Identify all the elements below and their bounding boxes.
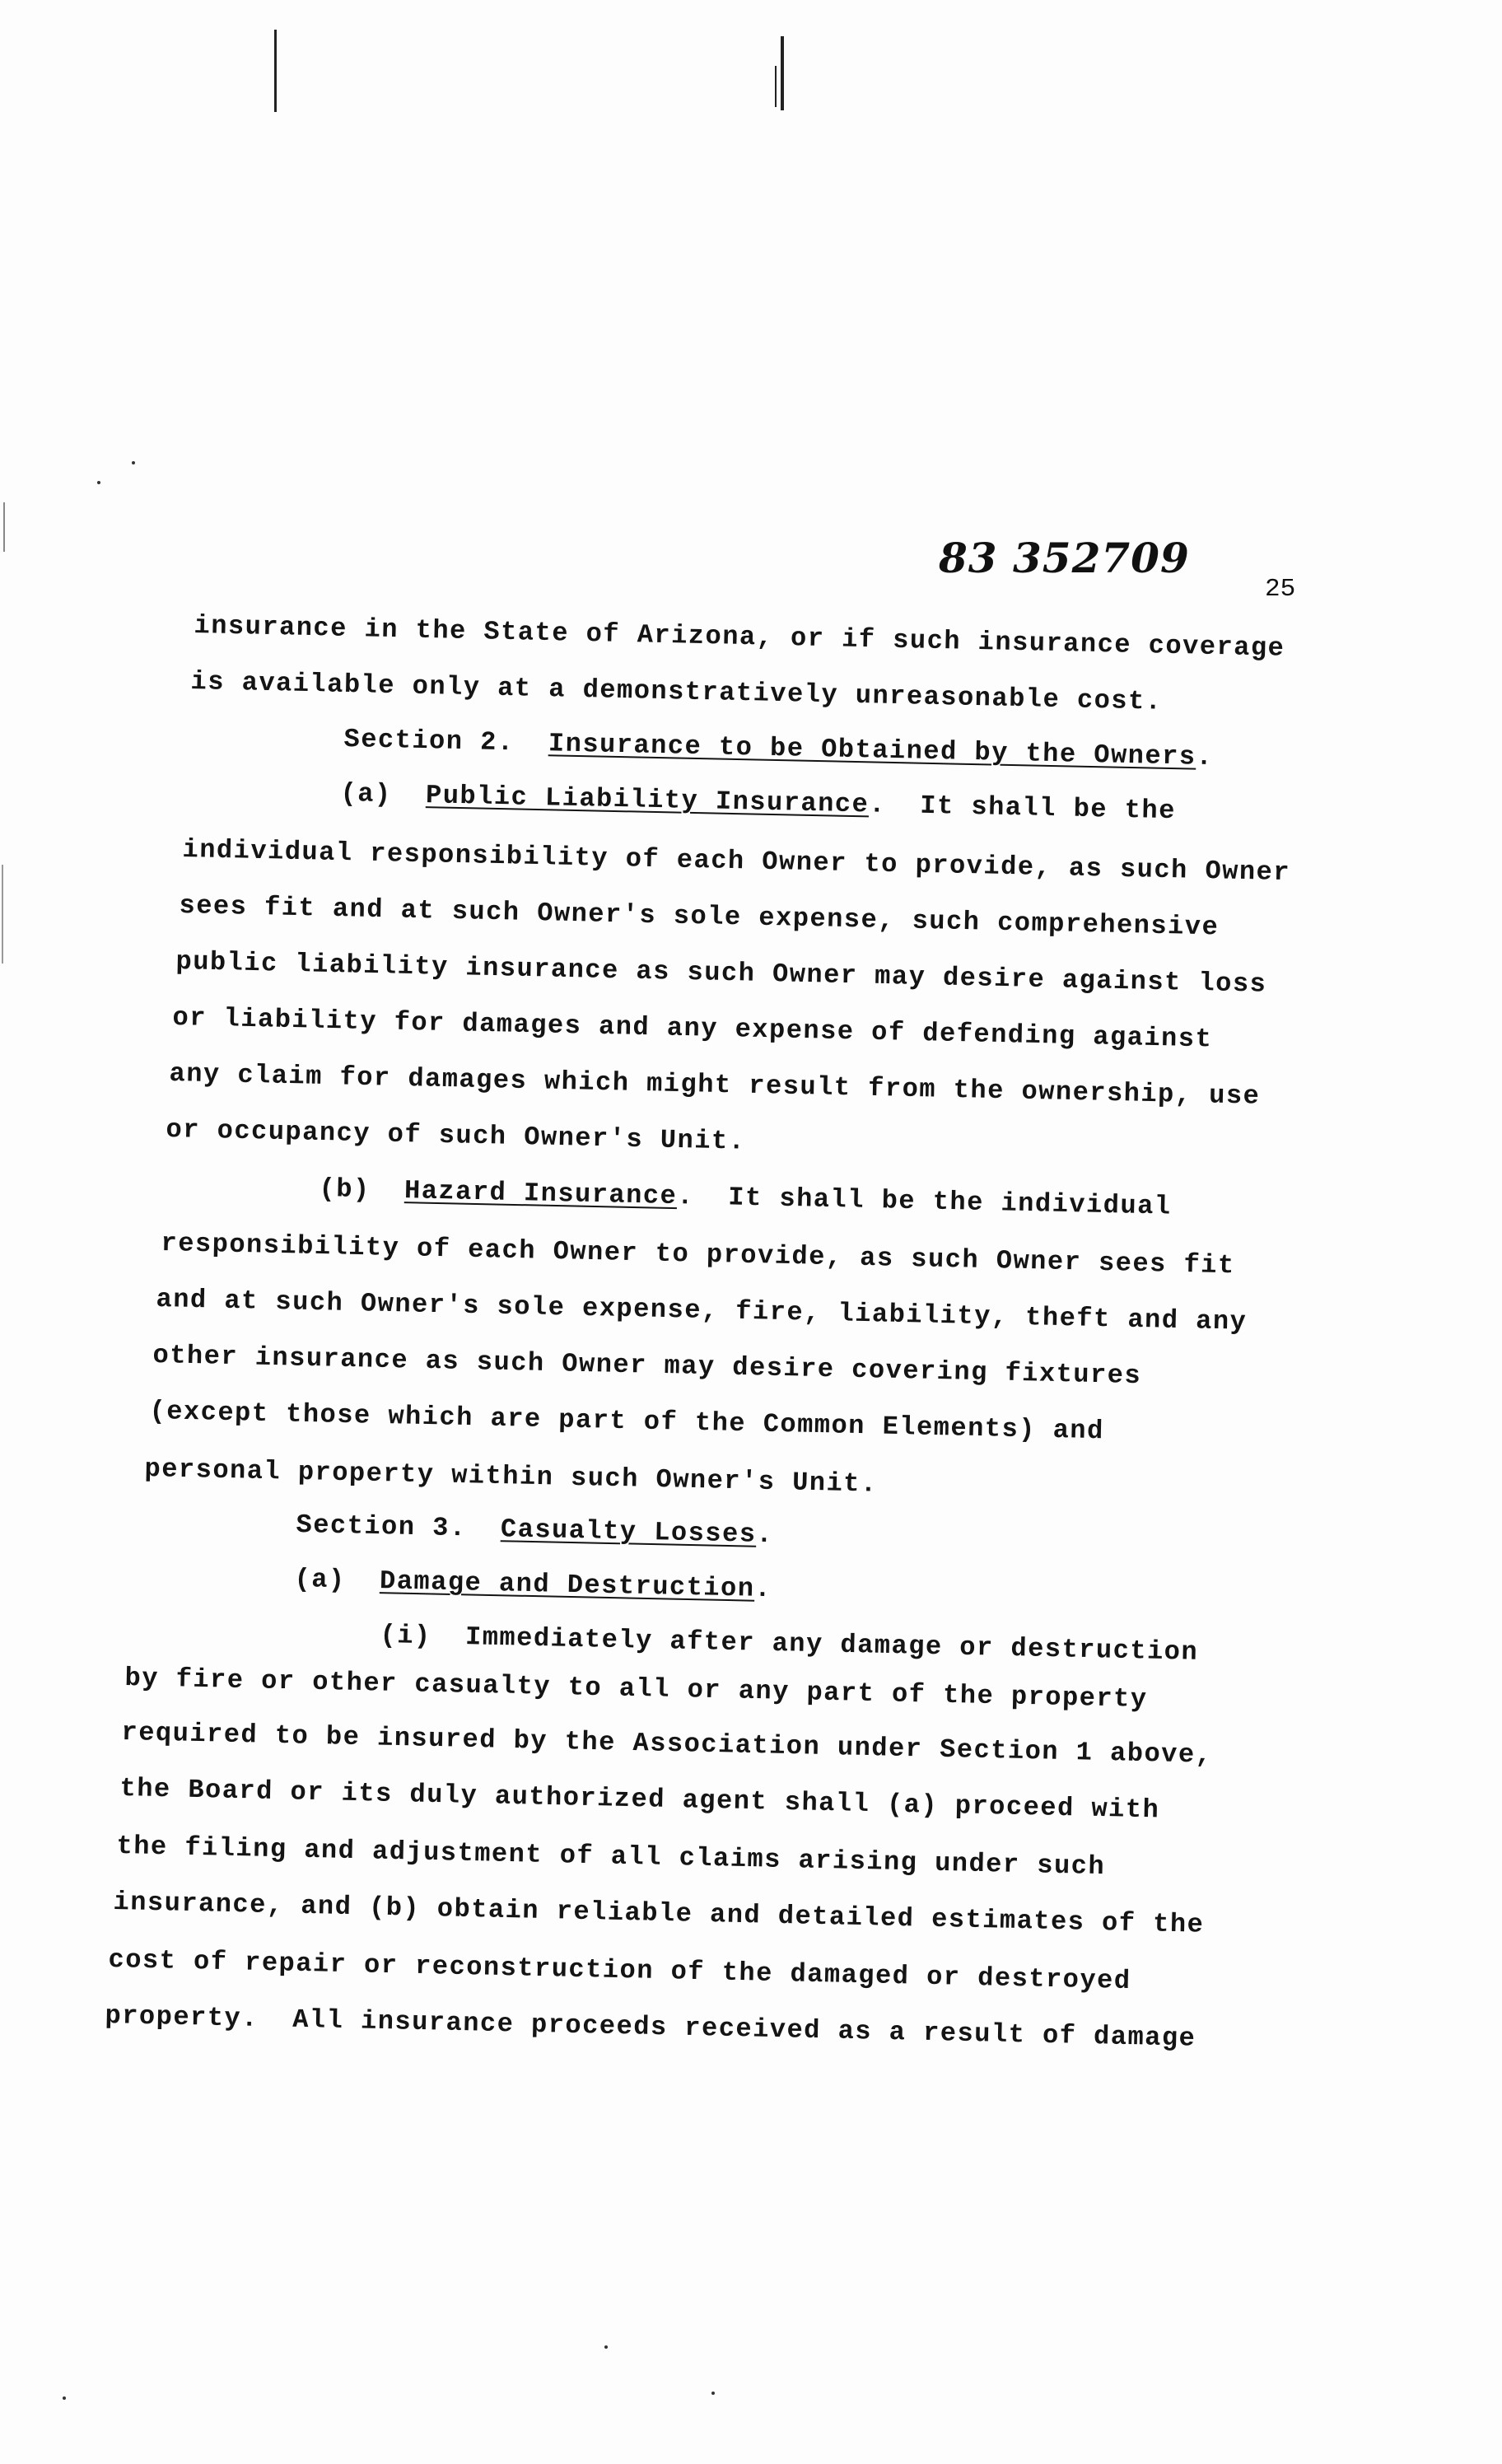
scan-speck [97, 481, 100, 484]
page-number: 25 [1265, 575, 1296, 604]
text-line: responsibility of each Owner to provide, as such Owner sees fit [161, 1227, 1235, 1281]
text-line: individual responsibility of each Owner to provide, as such Owner [182, 833, 1291, 889]
text-line: the filing and adjustment of all claims arising under such [116, 1830, 1106, 1883]
text-line: required to be insured by the Association under Section 1 above, [121, 1716, 1213, 1771]
section-2-title: Insurance to be Obtained by the Owners [548, 728, 1196, 772]
casualty-losses-title: Casualty Losses [500, 1514, 757, 1550]
text-line: or liability for damages and any expense of defending against [172, 1001, 1213, 1055]
text-line: by fire or other casualty to all or any part of the property [124, 1662, 1148, 1715]
public-liability-title: Public Liability Insurance [425, 780, 870, 820]
text-line: cost of repair or reconstruction of the damaged or destroyed [108, 1944, 1131, 1997]
text-line: personal property within such Owner's Unit. [144, 1453, 879, 1500]
hazard-insurance-title: Hazard Insurance [403, 1175, 678, 1212]
subsection-a-damage-heading: (a) Damage and Destruction. [294, 1563, 772, 1605]
text-line: insurance, and (b) obtain reliable and detailed estimates of the [113, 1886, 1205, 1940]
text-line: insurance in the State of Arizona, or if such insurance coverage [194, 609, 1285, 664]
text-line: (except those which are part of the Common Elements) and [149, 1395, 1105, 1447]
recording-stamp-number: 83 352709 [939, 534, 1190, 582]
scan-speck [711, 2392, 715, 2395]
subsection-b-heading: (b) Hazard Insurance. It shall be the individual [319, 1173, 1172, 1222]
text-line: or occupancy of such Owner's Unit. [166, 1113, 746, 1157]
subsection-a-heading: (a) Public Liability Insurance. It shall be the [340, 777, 1177, 827]
section-3-heading: Section 3. Casualty Losses. [296, 1509, 774, 1551]
scan-mark-edge-2 [2, 865, 3, 964]
scan-mark-edge [3, 502, 5, 552]
text-line: is available only at a demonstratively unreasonable cost. [190, 665, 1163, 717]
text-line: sees fit and at such Owner's sole expense, such comprehensive [179, 889, 1220, 943]
text-line: and at such Owner's sole expense, fire, liability, theft and any [156, 1283, 1248, 1337]
scan-mark-left [274, 30, 277, 112]
scan-speck [132, 461, 135, 464]
text-line: any claim for damages which might result from the ownership, use [169, 1057, 1261, 1112]
text-line: (i) Immediately after any damage or destruction [380, 1619, 1199, 1668]
text-line: the Board or its duly authorized agent shall (a) proceed with [119, 1772, 1160, 1826]
text-line: public liability insurance as such Owner may desire against loss [175, 945, 1267, 1000]
scan-mark-center [781, 36, 784, 110]
damage-destruction-title: Damage and Destruction [379, 1566, 755, 1604]
scan-mark-center-thin [775, 66, 777, 107]
scan-speck [604, 2345, 608, 2349]
scan-speck [63, 2396, 66, 2400]
section-2-heading: Section 2. Insurance to be Obtained by the Owners. [343, 723, 1214, 773]
text-line: other insurance as such Owner may desire covering fixtures [152, 1339, 1142, 1392]
text-line: property. All insurance proceeds received as a result of damage [105, 2000, 1196, 2054]
